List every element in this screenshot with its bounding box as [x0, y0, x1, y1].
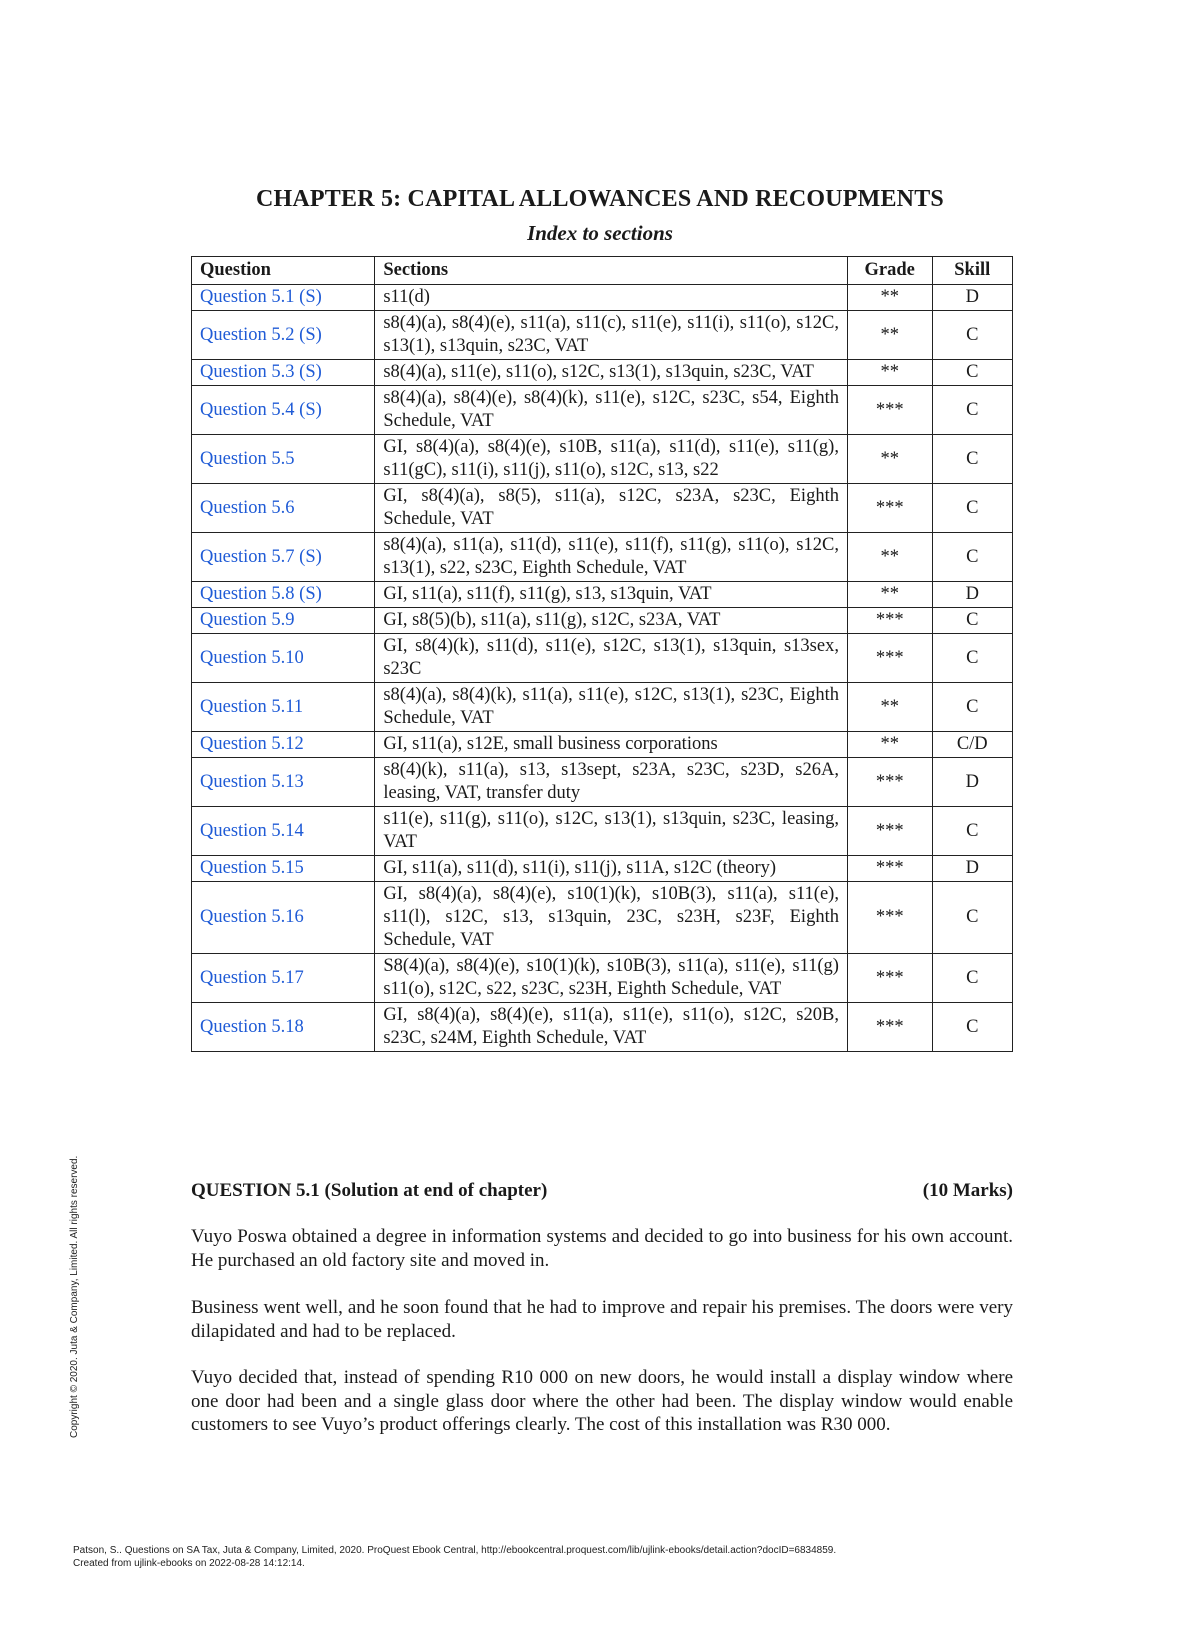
- grade-cell: ***: [847, 608, 932, 634]
- sections-cell: s8(4)(a), s11(a), s11(d), s11(e), s11(f), s11(g), s11(o), s12C, s13(1), s22, s23C, Eighth Schedule, VAT: [375, 533, 848, 582]
- skill-cell: D: [932, 856, 1013, 882]
- grade-cell: **: [847, 285, 932, 311]
- question-link[interactable]: Question 5.13: [192, 758, 375, 807]
- header-grade: Grade: [847, 257, 932, 285]
- grade-cell: **: [847, 683, 932, 732]
- skill-cell: C: [932, 386, 1013, 435]
- header-skill: Skill: [932, 257, 1013, 285]
- table-row: [192, 608, 1013, 634]
- skill-cell: C: [932, 807, 1013, 856]
- table-row: [192, 758, 1013, 807]
- question-link[interactable]: Question 5.14: [192, 807, 375, 856]
- question-marks: (10 Marks): [922, 1180, 1013, 1201]
- skill-cell: C: [932, 882, 1013, 954]
- table-row: [192, 435, 1013, 484]
- table-row: [192, 954, 1013, 1003]
- skill-cell: C: [932, 484, 1013, 533]
- question-paragraph: Business went well, and he soon found that he had to improve and repair his premises. The doors were very dilapidated and had to be replaced.: [191, 1297, 1013, 1342]
- question-link[interactable]: Question 5.16: [192, 882, 375, 954]
- table-row: [192, 311, 1013, 360]
- question-link[interactable]: Question 5.1 (S): [192, 285, 375, 311]
- question-link[interactable]: Question 5.6: [192, 484, 375, 533]
- question-link[interactable]: Question 5.9: [192, 608, 375, 634]
- grade-cell: ***: [847, 634, 932, 683]
- skill-cell: C: [932, 683, 1013, 732]
- sections-cell: GI, s11(a), s11(d), s11(i), s11(j), s11A, s12C (theory): [375, 856, 848, 882]
- index-heading: Index to sections: [527, 221, 673, 245]
- table-row: [192, 683, 1013, 732]
- question-heading: [191, 1180, 1013, 1202]
- sections-cell: GI, s11(a), s11(f), s11(g), s13, s13quin, VAT: [375, 582, 848, 608]
- grade-cell: ***: [847, 954, 932, 1003]
- question-link[interactable]: Question 5.17: [192, 954, 375, 1003]
- table-row: [192, 882, 1013, 954]
- grade-cell: ***: [847, 856, 932, 882]
- table-row: [192, 386, 1013, 435]
- grade-cell: ***: [847, 1003, 932, 1052]
- question-link[interactable]: Question 5.18: [192, 1003, 375, 1052]
- sections-cell: s11(d): [375, 285, 848, 311]
- grade-cell: **: [847, 311, 932, 360]
- question-title: QUESTION 5.1 (Solution at end of chapter): [191, 1180, 548, 1201]
- table-row: [192, 285, 1013, 311]
- grade-cell: **: [847, 360, 932, 386]
- table-row: [192, 582, 1013, 608]
- footer-created: Created from ujlink-ebooks on 2022-08-28 14:12:14.: [73, 1558, 305, 1569]
- question-link[interactable]: Question 5.15: [192, 856, 375, 882]
- chapter-title: CHAPTER 5: CAPITAL ALLOWANCES AND RECOUPMENTS: [256, 186, 944, 212]
- skill-cell: C: [932, 608, 1013, 634]
- grade-cell: **: [847, 533, 932, 582]
- table-row: [192, 732, 1013, 758]
- table-row: [192, 807, 1013, 856]
- table-row: [192, 634, 1013, 683]
- question-link[interactable]: Question 5.5: [192, 435, 375, 484]
- question-link[interactable]: Question 5.10: [192, 634, 375, 683]
- sections-cell: s8(4)(a), s8(4)(k), s11(a), s11(e), s12C, s13(1), s23C, Eighth Schedule, VAT: [375, 683, 848, 732]
- question-paragraph: Vuyo decided that, instead of spending R10 000 on new doors, he would install a display window where one door had been and a single glass door where the other had been. The display window would enable customers to see Vuyo’s product offerings clearly. The cost of this installation was R30 000.: [191, 1367, 1013, 1435]
- sections-cell: GI, s8(5)(b), s11(a), s11(g), s12C, s23A, VAT: [375, 608, 848, 634]
- copyright-notice: Copyright © 2020. Juta & Company, Limited. All rights reserved.: [69, 1155, 80, 1438]
- question-link[interactable]: Question 5.3 (S): [192, 360, 375, 386]
- sections-cell: s8(4)(a), s11(e), s11(o), s12C, s13(1), s13quin, s23C, VAT: [375, 360, 848, 386]
- table-row: [192, 533, 1013, 582]
- skill-cell: D: [932, 758, 1013, 807]
- header-sections: Sections: [375, 257, 848, 285]
- table-row: [192, 1003, 1013, 1052]
- grade-cell: ***: [847, 882, 932, 954]
- sections-cell: GI, s8(4)(a), s8(4)(e), s10B, s11(a), s11(d), s11(e), s11(g), s11(gC), s11(i), s11(j), s11(o), s12C, s13, s22: [375, 435, 848, 484]
- grade-cell: **: [847, 732, 932, 758]
- question-link[interactable]: Question 5.2 (S): [192, 311, 375, 360]
- question-paragraph: Vuyo Poswa obtained a degree in information systems and decided to go into business for his own account. He purchased an old factory site and moved in.: [191, 1226, 1013, 1271]
- question-link[interactable]: Question 5.8 (S): [192, 582, 375, 608]
- grade-cell: **: [847, 435, 932, 484]
- skill-cell: C: [932, 954, 1013, 1003]
- sections-cell: S8(4)(a), s8(4)(e), s10(1)(k), s10B(3), s11(a), s11(e), s11(g) s11(o), s12C, s22, s23C, s23H, Eighth Schedule, VAT: [375, 954, 848, 1003]
- skill-cell: C: [932, 1003, 1013, 1052]
- table-row: [192, 856, 1013, 882]
- skill-cell: C: [932, 533, 1013, 582]
- skill-cell: D: [932, 285, 1013, 311]
- table-header-row: [192, 257, 1013, 285]
- skill-cell: D: [932, 582, 1013, 608]
- sections-cell: s8(4)(a), s8(4)(e), s8(4)(k), s11(e), s12C, s23C, s54, Eighth Schedule, VAT: [375, 386, 848, 435]
- sections-cell: GI, s8(4)(a), s8(4)(e), s10(1)(k), s10B(3), s11(a), s11(e), s11(l), s12C, s13, s13quin, 23C, s23H, s23F, Eighth Schedule, VAT: [375, 882, 848, 954]
- question-link[interactable]: Question 5.11: [192, 683, 375, 732]
- table-row: [192, 484, 1013, 533]
- grade-cell: ***: [847, 807, 932, 856]
- skill-cell: C: [932, 360, 1013, 386]
- skill-cell: C/D: [932, 732, 1013, 758]
- sections-cell: s8(4)(k), s11(a), s13, s13sept, s23A, s23C, s23D, s26A, leasing, VAT, transfer duty: [375, 758, 848, 807]
- grade-cell: ***: [847, 386, 932, 435]
- table-row: [192, 360, 1013, 386]
- sections-cell: GI, s8(4)(k), s11(d), s11(e), s12C, s13(1), s13quin, s13sex, s23C: [375, 634, 848, 683]
- sections-cell: GI, s8(4)(a), s8(4)(e), s11(a), s11(e), s11(o), s12C, s20B, s23C, s24M, Eighth Schedule, VAT: [375, 1003, 848, 1052]
- skill-cell: C: [932, 311, 1013, 360]
- skill-cell: C: [932, 435, 1013, 484]
- question-link[interactable]: Question 5.12: [192, 732, 375, 758]
- question-link[interactable]: Question 5.4 (S): [192, 386, 375, 435]
- sections-cell: GI, s8(4)(a), s8(5), s11(a), s12C, s23A, s23C, Eighth Schedule, VAT: [375, 484, 848, 533]
- index-table: [191, 256, 1013, 1052]
- question-link[interactable]: Question 5.7 (S): [192, 533, 375, 582]
- grade-cell: ***: [847, 484, 932, 533]
- header-question: Question: [192, 257, 375, 285]
- grade-cell: **: [847, 582, 932, 608]
- skill-cell: C: [932, 634, 1013, 683]
- sections-cell: s11(e), s11(g), s11(o), s12C, s13(1), s13quin, s23C, leasing, VAT: [375, 807, 848, 856]
- sections-cell: GI, s11(a), s12E, small business corporations: [375, 732, 848, 758]
- sections-cell: s8(4)(a), s8(4)(e), s11(a), s11(c), s11(e), s11(i), s11(o), s12C, s13(1), s13quin, s23C, VAT: [375, 311, 848, 360]
- footer-citation: Patson, S.. Questions on SA Tax, Juta & Company, Limited, 2020. ProQuest Ebook Central, http://ebookcentral.proquest.com/lib/ujlink-ebooks/detail.action?docID=6834859.: [73, 1545, 837, 1556]
- grade-cell: ***: [847, 758, 932, 807]
